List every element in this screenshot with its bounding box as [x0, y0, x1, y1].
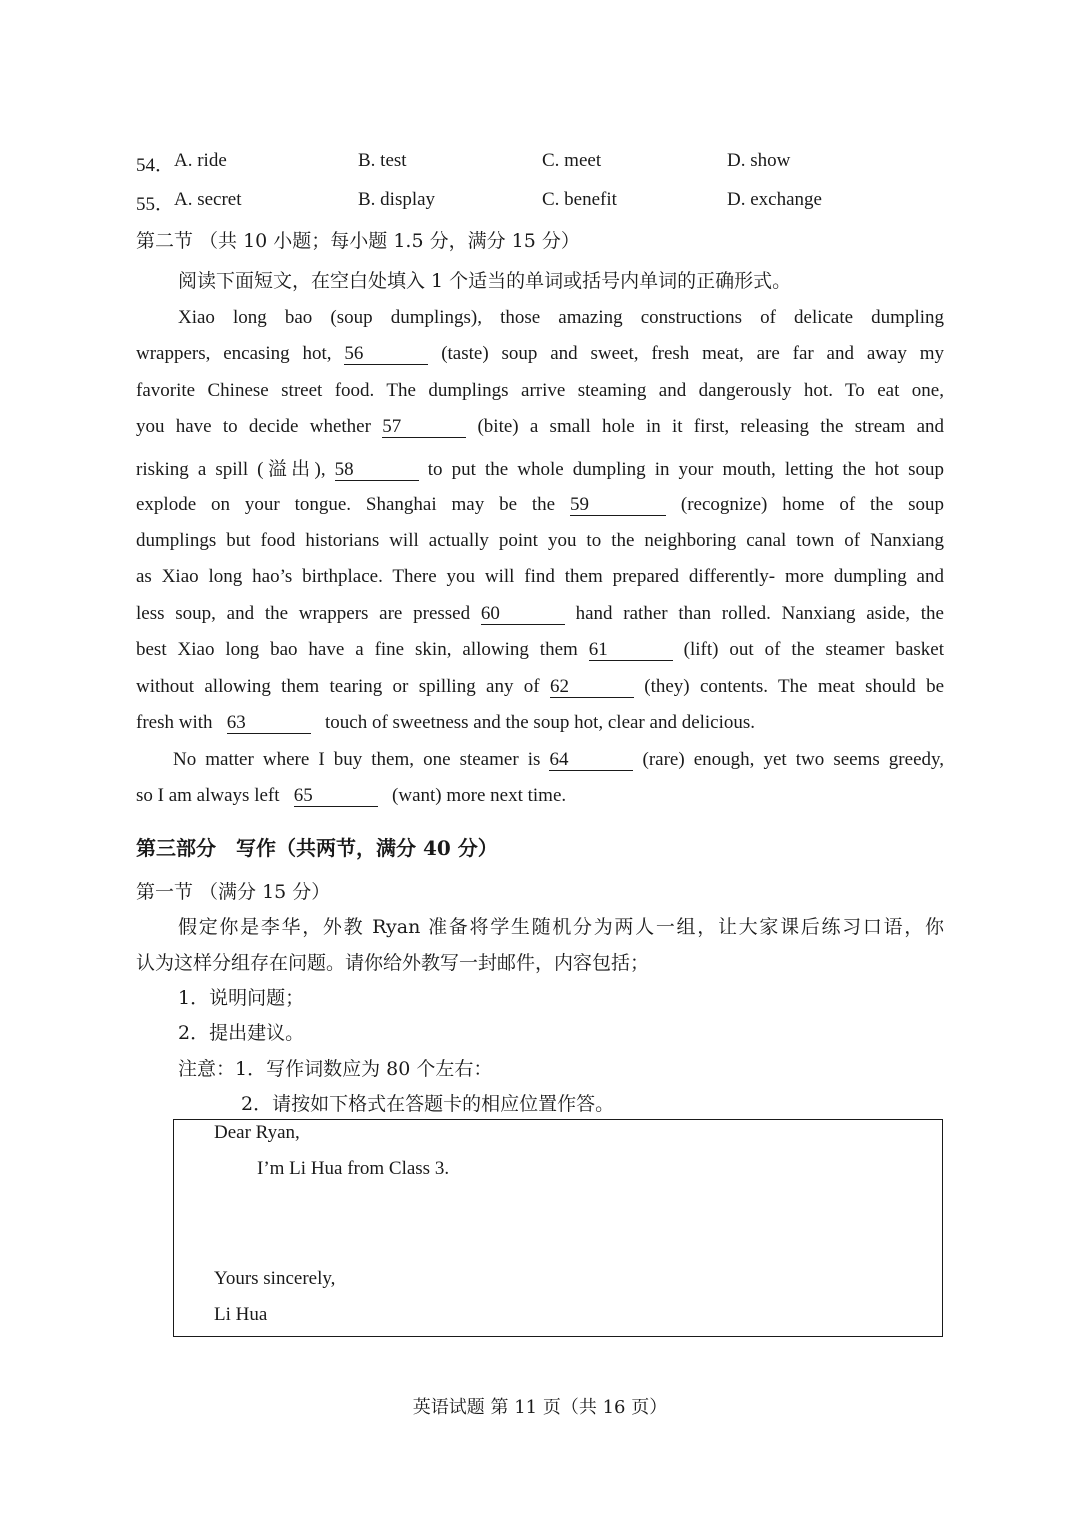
option-d: D. show	[727, 150, 791, 171]
blank-59: 59	[570, 495, 666, 516]
blank-63: 63	[227, 713, 311, 734]
blank-61: 61	[589, 640, 673, 661]
passage-line: Xiao long bao (soup dumplings), those amazing constructions of delicate dumpling	[178, 307, 944, 328]
letter-greeting: Dear Ryan,	[214, 1122, 300, 1143]
passage-line: favorite Chinese street food. The dumplings arrive steaming and dangerously hot. To eat one,	[136, 380, 944, 401]
option-row-54	[136, 150, 944, 176]
passage-line: No matter where I buy them, one steamer is 64 (rare) enough, yet two seems greedy,	[173, 749, 945, 770]
option-c: C. benefit	[542, 189, 617, 210]
part3-subheading: 第一节 （满分 15 分）	[136, 881, 331, 903]
blank-62: 62	[550, 677, 634, 698]
option-a: A. secret	[174, 189, 242, 210]
question-number: 54．	[136, 155, 175, 176]
passage-line: as Xiao long hao’s birthplace. There you will find them prepared differently- more dumpling and	[136, 566, 944, 587]
passage-line: dumplings but food historians will actually point you to the neighboring canal town of Nanxiang	[136, 530, 944, 551]
option-b: B. test	[358, 150, 407, 171]
task-note: 注意：1．写作词数应为 80 个左右：	[178, 1058, 493, 1080]
task-text: 认为这样分组存在问题。请你给外教写一封邮件，内容包括；	[136, 952, 650, 974]
blank-57: 57	[382, 417, 466, 438]
letter-signature: Li Hua	[214, 1304, 268, 1325]
blank-65: 65	[294, 786, 378, 807]
passage-line: explode on your tongue. Shanghai may be the 59 (recognize) home of the soup	[136, 494, 945, 515]
letter-closing: Yours sincerely,	[214, 1268, 336, 1289]
page-footer: 英语试题 第 11 页（共 16 页）	[412, 1397, 668, 1418]
task-item: 2．提出建议。	[178, 1022, 305, 1044]
passage-line: you have to decide whether 57 (bite) a small hole in it first, releasing the stream and	[136, 416, 945, 437]
section2-heading: 第二节 （共 10 小题；每小题 1.5 分，满分 15 分）	[136, 230, 580, 252]
task-text: 假定你是李华，外教 Ryan 准备将学生随机分为两人一组，让大家课后练习口语，你	[178, 916, 944, 938]
passage-line: so I am always left 65 (want) more next time.	[136, 785, 567, 806]
passage-line: less soup, and the wrappers are pressed 60 hand rather than rolled. Nanxiang aside, the	[136, 603, 944, 624]
part3-heading: 第三部分 写作（共两节，满分 40 分）	[136, 836, 498, 860]
question-number: 55．	[136, 194, 175, 215]
option-a: A. ride	[174, 150, 227, 171]
passage-line: risking a spill (溢出), 58 to put the whole dumpling in your mouth, letting the hot soup	[136, 459, 945, 480]
option-row-55	[136, 189, 944, 215]
option-d: D. exchange	[727, 189, 822, 210]
passage-line: fresh with 63 touch of sweetness and the soup hot, clear and delicious.	[136, 712, 756, 733]
blank-64: 64	[549, 750, 633, 771]
option-c: C. meet	[542, 150, 602, 171]
letter-opening: I’m Li Hua from Class 3.	[257, 1158, 450, 1179]
task-note: 2．请按如下格式在答题卡的相应位置作答。	[241, 1093, 615, 1115]
blank-56: 56	[344, 344, 428, 365]
exam-page	[136, 0, 944, 1514]
blank-60: 60	[481, 604, 565, 625]
passage-line: wrappers, encasing hot, 56 (taste) soup and sweet, fresh meat, are far and away my	[136, 343, 945, 364]
letter-format-box	[173, 1119, 943, 1337]
section2-instruction: 阅读下面短文，在空白处填入 1 个适当的单词或括号内单词的正确形式。	[178, 270, 792, 292]
passage-line: best Xiao long bao have a fine skin, allowing them 61 (lift) out of the steamer basket	[136, 639, 944, 660]
blank-58: 58	[335, 460, 419, 481]
task-item: 1．说明问题；	[178, 987, 305, 1009]
option-b: B. display	[358, 189, 436, 210]
passage-line: without allowing them tearing or spilling any of 62 (they) contents. The meat should be	[136, 676, 945, 697]
